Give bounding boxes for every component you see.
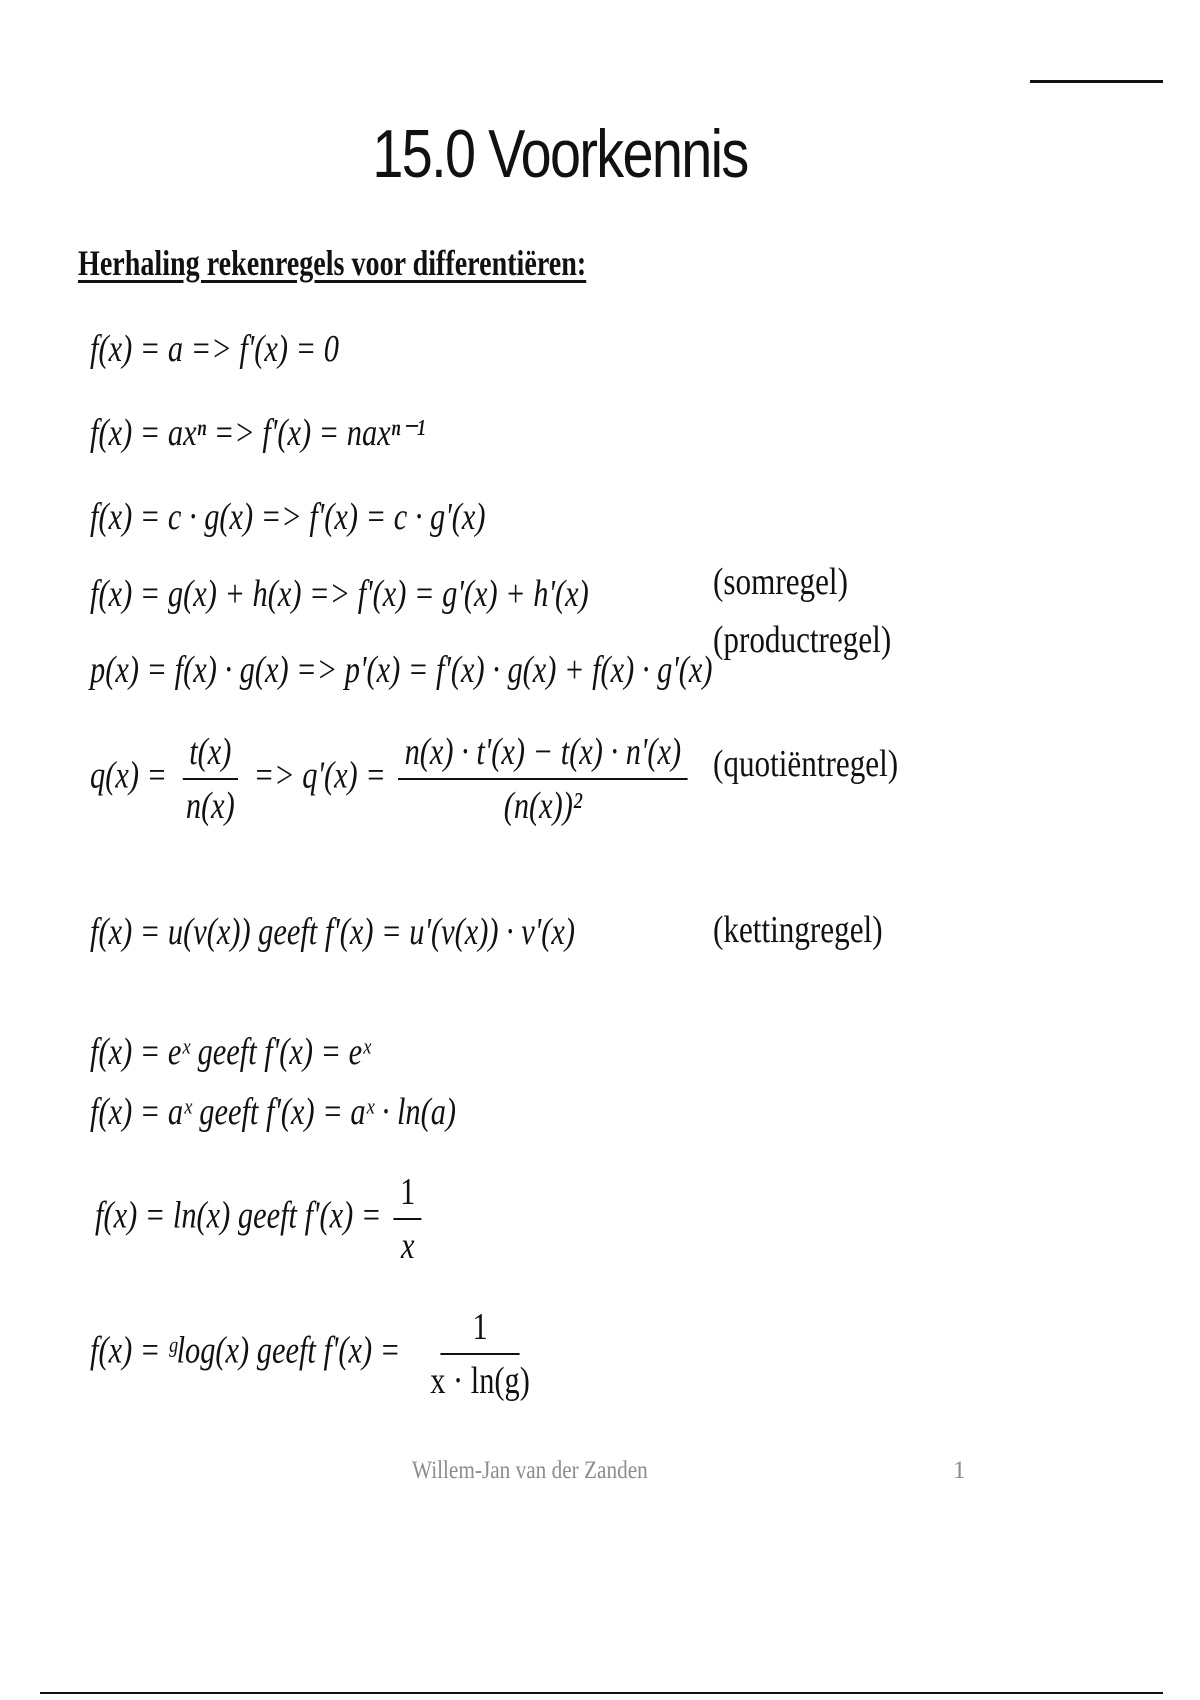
ln-numerator: 1 xyxy=(394,1170,422,1220)
rule-constant-multiple: f(x) = c · g(x) => f'(x) = c · g'(x) xyxy=(90,496,486,538)
note-productregel: (productregel) xyxy=(713,619,892,661)
quotient-fraction xyxy=(179,730,241,828)
glog-fraction xyxy=(424,1305,536,1403)
section-heading: Herhaling rekenregels voor differentiëren: xyxy=(78,243,587,283)
rule-glog xyxy=(90,1305,541,1403)
rule-quotient xyxy=(90,730,692,828)
quotient-mid: => q'(x) = xyxy=(253,754,386,797)
rule-power: f(x) = axⁿ => f'(x) = naxⁿ⁻¹ xyxy=(90,412,426,454)
rule-exp-a: f(x) = aˣ geeft f'(x) = aˣ · ln(a) xyxy=(90,1091,457,1133)
quotient-derivative-fraction xyxy=(398,730,687,828)
ln-denominator: x xyxy=(401,1225,415,1267)
glog-denominator: x · ln(g) xyxy=(430,1360,530,1402)
quotient-derivative-numerator: n(x) · t'(x) − t(x) · n'(x) xyxy=(398,730,687,780)
quotient-denominator: n(x) xyxy=(185,785,235,827)
page-title: 15.0 Voorkennis xyxy=(372,116,748,192)
note-kettingregel: (kettingregel) xyxy=(713,909,883,951)
quotient-lhs: q(x) = xyxy=(90,754,168,797)
page-number: 1 xyxy=(953,1457,966,1484)
ln-lhs: f(x) = ln(x) geeft f'(x) = xyxy=(95,1194,382,1237)
quotient-numerator: t(x) xyxy=(183,730,238,780)
glog-lhs: f(x) = ᵍlog(x) geeft f'(x) = xyxy=(90,1329,401,1372)
note-somregel: (somregel) xyxy=(713,561,848,603)
quotient-derivative-denominator: (n(x))² xyxy=(503,785,583,827)
rule-ln xyxy=(95,1170,427,1268)
glog-numerator: 1 xyxy=(440,1305,519,1355)
rule-exp-e: f(x) = eˣ geeft f'(x) = eˣ xyxy=(90,1031,371,1073)
rule-chain: f(x) = u(v(x)) geeft f'(x) = u'(v(x)) · v'(x) xyxy=(90,911,575,953)
note-quotientregel: (quotiëntregel) xyxy=(713,743,899,785)
bottom-rule xyxy=(40,1692,1163,1694)
top-rule xyxy=(1030,80,1163,83)
rule-product: p(x) = f(x) · g(x) => p'(x) = f'(x) · g(x) + f(x) · g'(x) xyxy=(90,649,713,691)
rule-constant: f(x) = a => f'(x) = 0 xyxy=(90,328,339,370)
rule-sum: f(x) = g(x) + h(x) => f'(x) = g'(x) + h'(x) xyxy=(90,573,589,615)
ln-fraction xyxy=(394,1170,422,1268)
footer-author: Willem-Jan van der Zanden xyxy=(412,1457,648,1484)
